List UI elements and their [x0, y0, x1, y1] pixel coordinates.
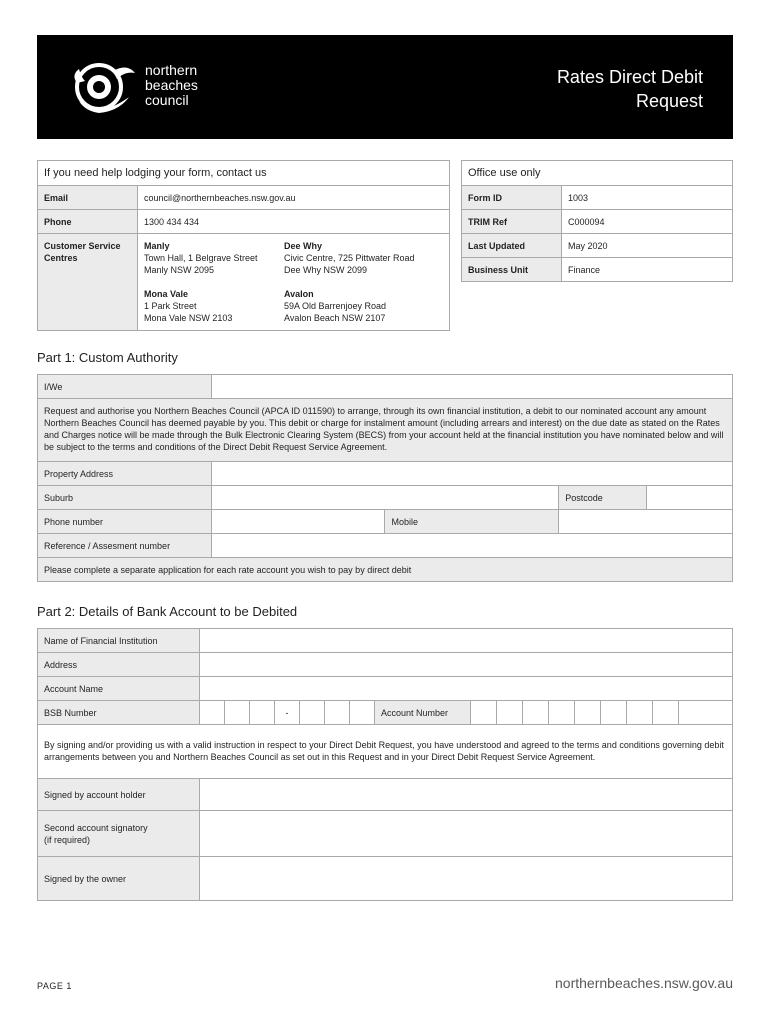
centre-line: Avalon Beach NSW 2107	[284, 313, 386, 323]
centre-dee-why	[284, 240, 443, 288]
signed-holder-label: Signed by account holder	[38, 779, 200, 811]
account-number-label: Account Number	[375, 701, 471, 725]
centre-line: Civic Centre, 725 Pittwater Road	[284, 253, 415, 263]
postcode-field[interactable]	[647, 486, 733, 510]
bsb-separator: -	[275, 701, 300, 725]
part1-table	[37, 374, 733, 582]
bank-address-field[interactable]	[200, 653, 733, 677]
centres-label: Customer Service Centres	[38, 234, 138, 331]
account-digit-2[interactable]	[497, 701, 523, 725]
account-digit-8[interactable]	[653, 701, 679, 725]
help-heading: If you need help lodging your form, contact us	[38, 161, 450, 186]
postcode-label: Postcode	[559, 486, 647, 510]
website-link[interactable]: northernbeaches.nsw.gov.au	[555, 975, 733, 991]
centre-avalon	[284, 288, 443, 324]
account-digit-6[interactable]	[601, 701, 627, 725]
header-banner	[37, 35, 733, 139]
bsb-digit-5[interactable]	[325, 701, 350, 725]
reference-label: Reference / Assesment number	[38, 534, 212, 558]
signed-owner-field[interactable]	[200, 857, 733, 901]
phone-value: 1300 434 434	[138, 210, 450, 234]
mobile-label: Mobile	[385, 510, 559, 534]
business-unit-value: Finance	[562, 258, 733, 282]
bank-address-label: Address	[38, 653, 200, 677]
last-updated-label: Last Updated	[462, 234, 562, 258]
council-wordmark	[145, 63, 198, 108]
centre-name: Mona Vale	[144, 289, 189, 299]
property-address-label: Property Address	[38, 462, 212, 486]
centre-line: 59A Old Barrenjoey Road	[284, 301, 387, 311]
phone-label: Phone	[38, 210, 138, 234]
email-value[interactable]: council@northernbeaches.nsw.gov.au	[138, 186, 450, 210]
account-digit-4[interactable]	[549, 701, 575, 725]
phone-number-label: Phone number	[38, 510, 212, 534]
bsb-digit-1[interactable]	[200, 701, 225, 725]
suburb-field[interactable]	[211, 486, 558, 510]
centre-name: Avalon	[284, 289, 314, 299]
form-id-label: Form ID	[462, 186, 562, 210]
phone-number-field[interactable]	[211, 510, 385, 534]
bsb-digit-3[interactable]	[250, 701, 275, 725]
bsb-digit-4[interactable]	[300, 701, 325, 725]
iwe-label: I/We	[38, 375, 212, 399]
authority-text: Request and authorise you Northern Beaches Council (APCA ID 011590) to arrange, through its own financial institution, a debit to our nominated account any amount Northern Beaches Council has deemed payable by you. This debit or charge for instalment amount (including arrears and interest) on the due date as stated on the Rates and Charges notice will be made through the Bulk Electronic Clearing System (BECS) from your account held at the financial institution you have nominated below and will be subject to the terms and conditions of the Direct Debit Request Service Agreement.	[38, 399, 733, 462]
brand-line: council	[145, 92, 189, 108]
account-digit-3[interactable]	[523, 701, 549, 725]
form-id-value: 1003	[562, 186, 733, 210]
account-digit-1[interactable]	[471, 701, 497, 725]
email-label: Email	[38, 186, 138, 210]
title-line: Rates Direct Debit	[556, 67, 703, 87]
account-name-label: Account Name	[38, 677, 200, 701]
last-updated-value: May 2020	[562, 234, 733, 258]
iwe-field[interactable]	[211, 375, 732, 399]
centre-line: Manly NSW 2095	[144, 265, 215, 275]
property-address-field[interactable]	[211, 462, 732, 486]
account-digit-5[interactable]	[575, 701, 601, 725]
centre-line: Mona Vale NSW 2103	[144, 313, 233, 323]
part2-table	[37, 628, 733, 901]
suburb-label: Suburb	[38, 486, 212, 510]
signed-holder-field[interactable]	[200, 779, 733, 811]
centres-cell	[138, 234, 450, 331]
account-digit-7[interactable]	[627, 701, 653, 725]
centre-line: 1 Park Street	[144, 301, 197, 311]
trim-ref-label: TRIM Ref	[462, 210, 562, 234]
second-signatory-field[interactable]	[200, 811, 733, 857]
help-contact-table	[37, 160, 450, 331]
account-digit-9[interactable]	[679, 701, 733, 725]
brand-line: beaches	[145, 77, 198, 93]
bsb-digit-2[interactable]	[225, 701, 250, 725]
mobile-field[interactable]	[559, 510, 733, 534]
account-name-field[interactable]	[200, 677, 733, 701]
document-title	[557, 65, 703, 113]
second-signatory-label	[38, 811, 200, 857]
institution-field[interactable]	[200, 629, 733, 653]
office-heading: Office use only	[462, 161, 733, 186]
centre-line: Town Hall, 1 Belgrave Street	[144, 253, 258, 263]
title-line: Request	[635, 91, 703, 111]
part1-title: Part 1: Custom Authority	[37, 350, 178, 365]
part2-title: Part 2: Details of Bank Account to be Debited	[37, 604, 298, 619]
page-number: PAGE 1	[37, 981, 72, 991]
trim-ref-value: C000094	[562, 210, 733, 234]
separate-application-note: Please complete a separate application for each rate account you wish to pay by direct debit	[38, 558, 733, 582]
centre-line: Dee Why NSW 2099	[284, 265, 368, 275]
bsb-digit-6[interactable]	[350, 701, 375, 725]
centres-grid	[144, 240, 443, 324]
office-use-table	[461, 160, 733, 282]
centre-name: Dee Why	[284, 241, 323, 251]
second-signatory-line: (if required)	[44, 834, 91, 845]
second-signatory-line: Second account signatory	[44, 822, 148, 833]
council-logo-icon	[69, 57, 139, 117]
centre-mona-vale	[144, 288, 284, 324]
institution-label: Name of Financial Institution	[38, 629, 200, 653]
brand-line: northern	[145, 62, 198, 78]
centre-name: Manly	[144, 241, 170, 251]
reference-field[interactable]	[211, 534, 732, 558]
signed-owner-label: Signed by the owner	[38, 857, 200, 901]
centre-manly	[144, 240, 284, 288]
bsb-label: BSB Number	[38, 701, 200, 725]
business-unit-label: Business Unit	[462, 258, 562, 282]
agreement-text: By signing and/or providing us with a valid instruction in respect to your Direct Debit Request, you have understood and agreed to the terms and conditions governing debit arrangements between you and Northern Beaches Council as set out in this Request and in your Direct Debit Request Service Agreement.	[38, 725, 733, 779]
